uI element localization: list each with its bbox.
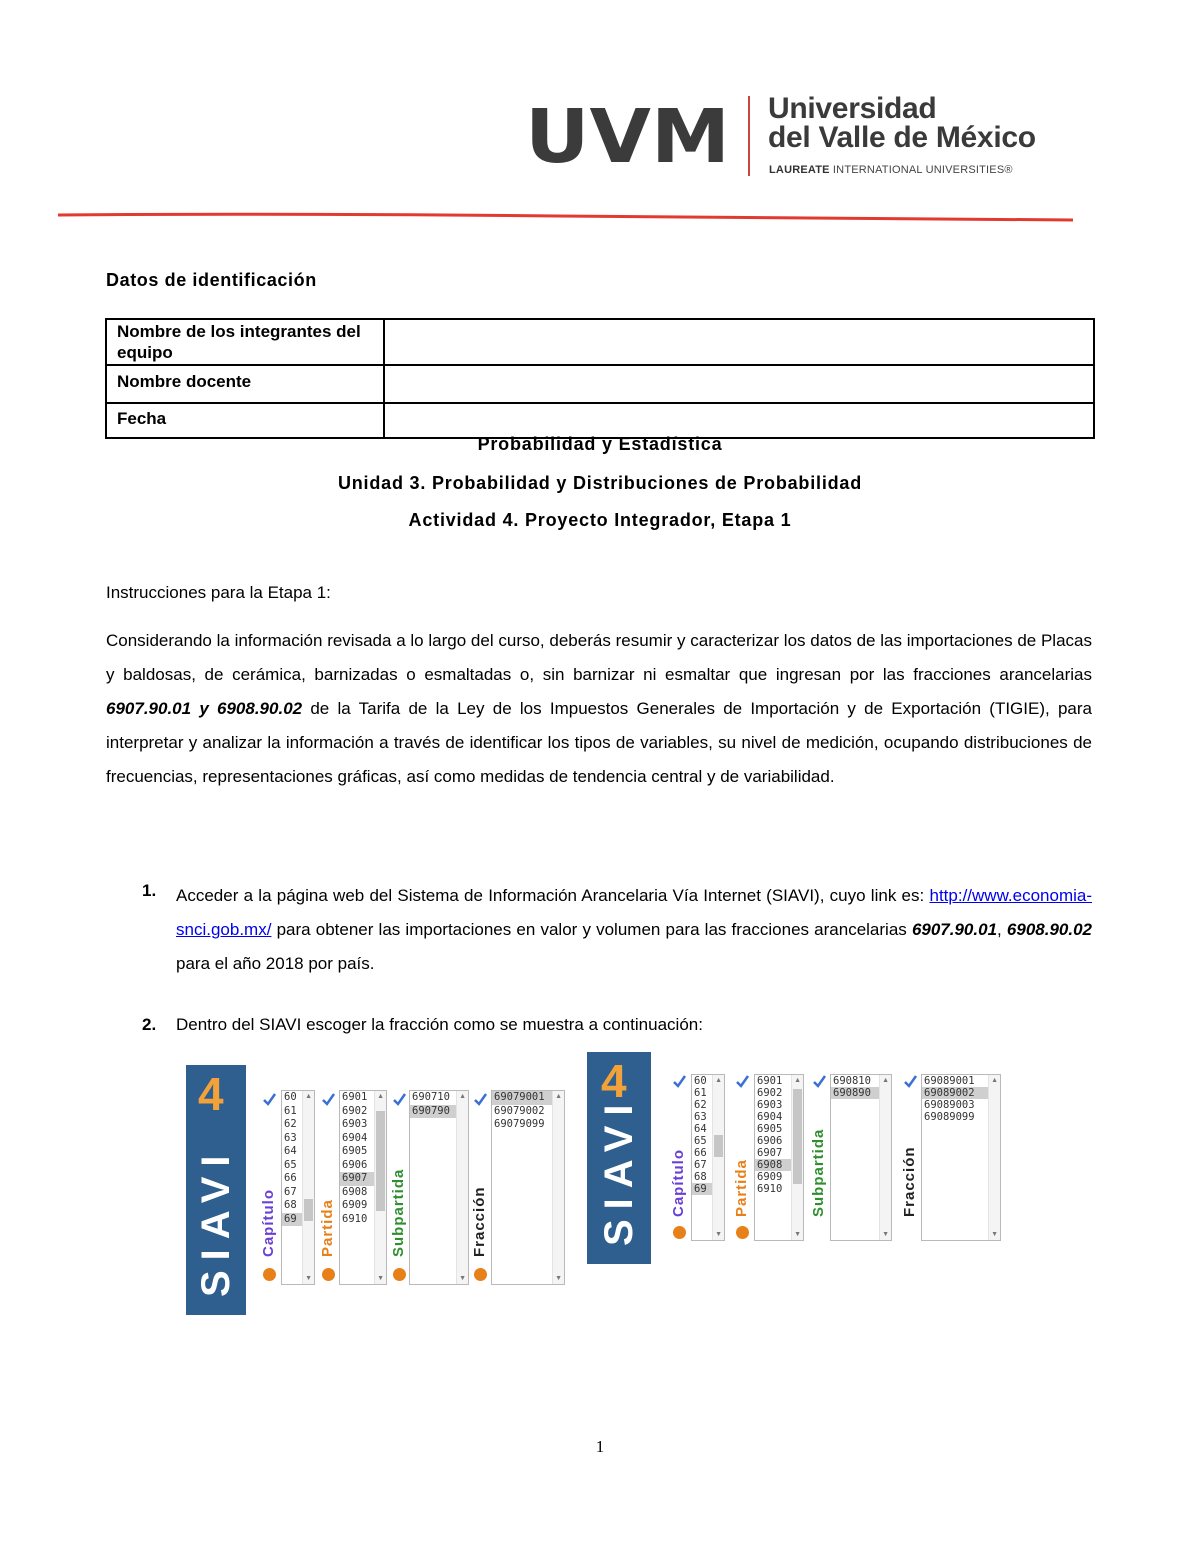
- go-icon[interactable]: [474, 1268, 487, 1281]
- university-name-line2: del Valle de México: [768, 121, 1036, 154]
- row-value-input[interactable]: [384, 365, 1094, 403]
- list-item[interactable]: 6906: [757, 1135, 783, 1147]
- list-item[interactable]: 6907: [757, 1147, 783, 1159]
- list-item[interactable]: 6909: [757, 1171, 783, 1183]
- list-item[interactable]: 66: [284, 1172, 297, 1184]
- list-item[interactable]: 60: [694, 1075, 707, 1087]
- instructions-heading: Instrucciones para la Etapa 1:: [106, 583, 331, 602]
- siavi-brand: SIAVI: [597, 1094, 641, 1246]
- identification-table: [105, 318, 1095, 439]
- row-label: Fecha: [106, 403, 384, 438]
- list-item[interactable]: 6905: [342, 1145, 368, 1157]
- section-heading: Datos de identificación: [106, 270, 317, 290]
- list-item[interactable]: 690710: [412, 1091, 450, 1103]
- fraccion-list[interactable]: [491, 1090, 565, 1285]
- activity-title: Actividad 4. Proyecto Integrador, Etapa 1: [408, 510, 792, 530]
- list-item[interactable]: 61: [284, 1104, 297, 1117]
- table-row: [106, 319, 1094, 365]
- subpartida-label: Subpartida: [810, 1128, 827, 1217]
- list-item[interactable]: 6903: [757, 1099, 783, 1111]
- list-item[interactable]: 6904: [342, 1131, 368, 1144]
- list-item[interactable]: 65: [694, 1135, 707, 1147]
- list-item[interactable]: 63: [284, 1131, 297, 1144]
- check-icon[interactable]: [473, 1092, 488, 1107]
- list-item[interactable]: 6906: [342, 1158, 368, 1171]
- svg-text:UVM: UVM: [525, 100, 730, 172]
- list-item[interactable]: 6909: [342, 1199, 368, 1211]
- list-item[interactable]: 690810: [833, 1075, 871, 1087]
- logo-separator: [748, 96, 750, 176]
- subpartida-list[interactable]: [409, 1090, 469, 1285]
- table-row: [106, 365, 1094, 403]
- list-item-selected[interactable]: 690890: [831, 1087, 891, 1099]
- partida-label: Partida: [319, 1199, 336, 1257]
- page-number: 1: [595, 1437, 605, 1456]
- list-item[interactable]: 6901: [342, 1091, 368, 1103]
- list-item[interactable]: 62: [284, 1118, 297, 1130]
- scrollbar[interactable]: ▲ ▼: [988, 1075, 1000, 1240]
- list-item[interactable]: 61: [694, 1087, 707, 1099]
- list-item[interactable]: 69079099: [494, 1118, 545, 1130]
- list-item[interactable]: 69089099: [924, 1111, 975, 1123]
- uvm-logo-mark: [525, 100, 730, 172]
- list-item-selected[interactable]: 69: [282, 1213, 314, 1227]
- row-label: Nombre de los integrantes del equipo: [106, 319, 384, 365]
- check-icon[interactable]: [812, 1074, 827, 1089]
- list-item-selected[interactable]: 69079001: [492, 1091, 564, 1105]
- list-item-selected[interactable]: 6907: [340, 1172, 386, 1186]
- go-icon[interactable]: [393, 1268, 406, 1281]
- list-item[interactable]: 6903: [342, 1118, 368, 1130]
- capitulo-list[interactable]: [281, 1090, 315, 1285]
- partida-list[interactable]: [339, 1090, 387, 1285]
- go-icon[interactable]: [736, 1226, 749, 1239]
- list-item[interactable]: 66: [694, 1147, 707, 1159]
- check-icon[interactable]: [903, 1074, 918, 1089]
- list-item[interactable]: 69079002: [494, 1104, 545, 1117]
- scrollbar[interactable]: ▲ ▼: [712, 1075, 724, 1240]
- unit-title: Unidad 3. Probabilidad y Distribuciones de Probabilidad: [337, 473, 863, 493]
- list-item[interactable]: 6902: [342, 1104, 368, 1117]
- list-item[interactable]: 68: [284, 1199, 297, 1211]
- check-icon[interactable]: [262, 1092, 277, 1107]
- scrollbar[interactable]: ▲ ▼: [374, 1091, 386, 1284]
- subpartida-label: Subpartida: [390, 1168, 407, 1257]
- partida-label: Partida: [733, 1159, 750, 1217]
- check-icon[interactable]: [321, 1092, 336, 1107]
- list-item[interactable]: 63: [694, 1111, 707, 1123]
- fraccion-label: Fracción: [901, 1146, 918, 1217]
- list-item[interactable]: 69089001: [924, 1075, 975, 1087]
- list-item[interactable]: 6902: [757, 1087, 783, 1099]
- list-item[interactable]: 68: [694, 1171, 707, 1183]
- scrollbar[interactable]: ▲ ▼: [302, 1091, 314, 1284]
- course-title: Probabilidad y Estadística: [477, 434, 723, 454]
- list-item-selected[interactable]: 69089002: [922, 1087, 1000, 1099]
- list-item[interactable]: 6910: [757, 1183, 783, 1195]
- list-item[interactable]: 6905: [757, 1123, 783, 1135]
- check-icon[interactable]: [735, 1074, 750, 1089]
- subpartida-list[interactable]: [830, 1074, 892, 1241]
- go-icon[interactable]: [263, 1268, 276, 1281]
- header-red-rule: [58, 210, 1073, 224]
- list-item[interactable]: 64: [284, 1145, 297, 1157]
- capitulo-label: Capítulo: [260, 1189, 277, 1257]
- check-icon[interactable]: [392, 1092, 407, 1107]
- list-item[interactable]: 6904: [757, 1111, 783, 1123]
- siavi-screenshot-2: [587, 1052, 1002, 1264]
- step-text: Dentro del SIAVI escoger la fracción como se muestra a continuación:: [176, 1015, 703, 1034]
- capitulo-label: Capítulo: [670, 1149, 687, 1217]
- laureate-tagline: LAUREATE INTERNATIONAL UNIVERSITIES®: [769, 164, 1013, 176]
- fraccion-label: Fracción: [471, 1186, 488, 1257]
- capitulo-list[interactable]: [691, 1074, 725, 1241]
- row-label: Nombre docente: [106, 365, 384, 403]
- instructions-paragraph: Considerando la información revisada a lo largo del curso, deberás resumir y caracterizar los datos de las importaciones de Placas y baldosas, de cerámica, barnizadas o esmaltadas o, sin barnizar ni esmaltar que ingresan por las fracciones arancelarias 6907.90.01 y 6908.90.02 de la Tarifa de la Ley de los Impuestos Generales de Importación y de Exportación (TIGIE), para interpretar y analizar la información a través de identificar los tipos de variables, su nivel de medición, ocupando distribuciones de frecuencias, representaciones gráficas, así como medidas de tendencia central y de variabilidad.: [106, 631, 1092, 786]
- row-value-input[interactable]: [384, 403, 1094, 438]
- scrollbar[interactable]: ▲ ▼: [791, 1075, 803, 1240]
- list-item[interactable]: 60: [284, 1091, 297, 1103]
- list-item[interactable]: 67: [284, 1185, 297, 1198]
- list-item-selected[interactable]: 69: [692, 1183, 724, 1195]
- university-name-line1: Universidad: [768, 92, 937, 125]
- siavi-link[interactable]: http://www.economia-snci.gob.mx/: [176, 886, 1092, 939]
- fraccion-list[interactable]: [921, 1074, 1001, 1241]
- siavi-brand: SIAVI: [194, 1145, 238, 1297]
- list-item[interactable]: 64: [694, 1123, 707, 1135]
- siavi-screenshot-1: [186, 1065, 566, 1315]
- scrollbar[interactable]: ▲ ▼: [456, 1091, 468, 1284]
- go-icon[interactable]: [673, 1226, 686, 1239]
- list-item[interactable]: 65: [284, 1158, 297, 1171]
- partida-list[interactable]: [754, 1074, 804, 1241]
- list-item[interactable]: 69089003: [924, 1099, 975, 1111]
- siavi-version: 4: [198, 1068, 224, 1120]
- list-item[interactable]: 6901: [757, 1075, 783, 1087]
- step-text: Acceder a la página web del Sistema de Información Arancelaria Vía Internet (SIAVI), cuyo link es: http://www.economia-snci.gob.mx/ para obtener las importaciones en valor y volumen para las fracciones arancelarias 6907.90.01, 6908.90.02 para el año 2018 por país.: [176, 886, 1092, 973]
- list-item-selected[interactable]: 690790: [410, 1105, 468, 1119]
- list-item-selected[interactable]: 6908: [755, 1159, 803, 1171]
- table-row: [106, 403, 1094, 438]
- siavi-version: 4: [601, 1055, 627, 1107]
- scrollbar[interactable]: ▲ ▼: [879, 1075, 891, 1240]
- check-icon[interactable]: [672, 1074, 687, 1089]
- scrollbar[interactable]: ▲ ▼: [552, 1091, 564, 1284]
- go-icon[interactable]: [322, 1268, 335, 1281]
- step-number: 1.: [142, 881, 157, 900]
- step-number: 2.: [142, 1015, 157, 1034]
- list-item[interactable]: 6910: [342, 1212, 368, 1225]
- list-item[interactable]: 62: [694, 1099, 707, 1111]
- list-item[interactable]: 6908: [342, 1185, 368, 1198]
- list-item[interactable]: 67: [694, 1159, 707, 1171]
- row-value-input[interactable]: [384, 319, 1094, 365]
